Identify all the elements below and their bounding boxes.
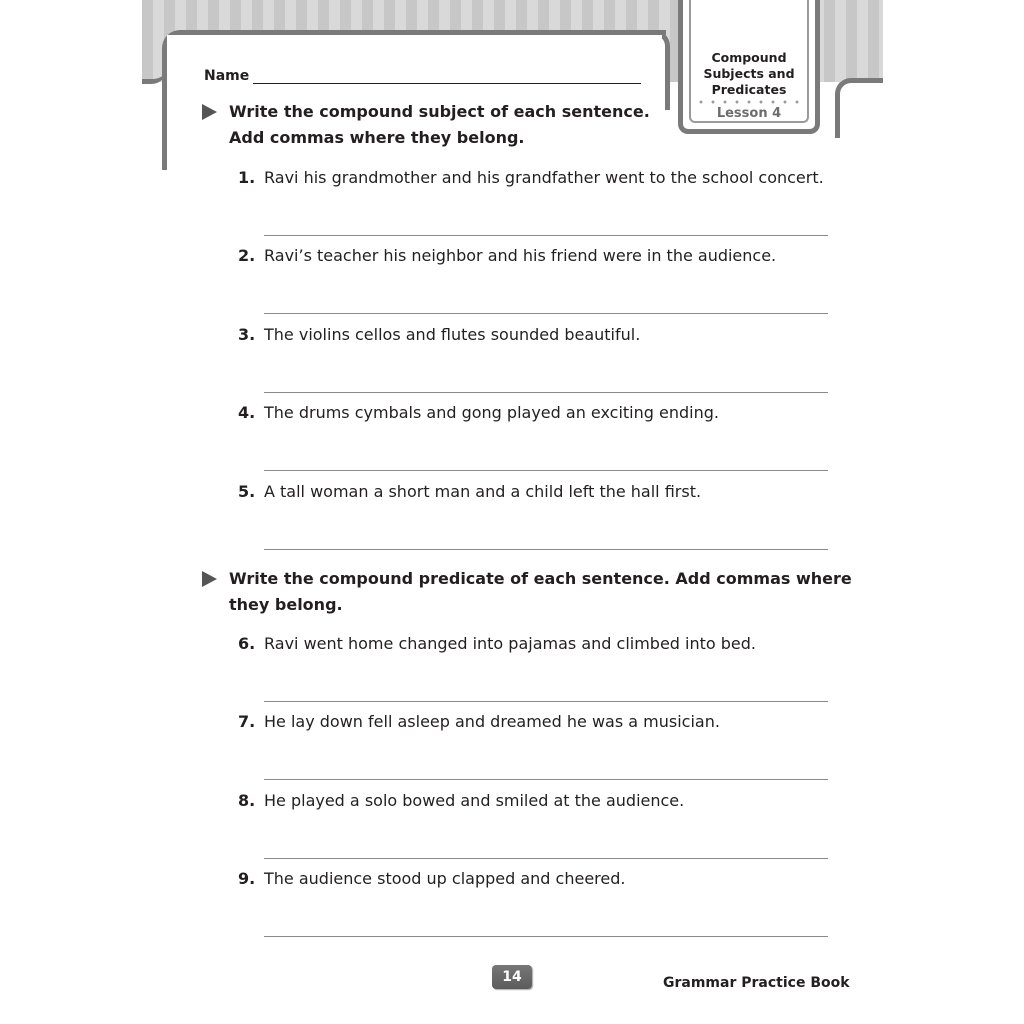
answer-line[interactable] (264, 913, 828, 937)
name-field[interactable] (204, 68, 641, 84)
instruction-line: they belong. (229, 595, 343, 614)
question-number: 3. (238, 325, 256, 344)
lesson-tab-title (683, 50, 815, 98)
instruction-line: Write the compound predicate of each sentence. Add commas where (229, 569, 852, 588)
question-item (238, 791, 828, 811)
question-text: He played a solo bowed and smiled at the audience. (264, 791, 685, 810)
book-title: Grammar Practice Book (663, 975, 850, 991)
question-text: Ravi his grandmother and his grandfather went to the school concert. (264, 168, 824, 187)
lesson-tab-title-line: Predicates (711, 82, 787, 97)
lesson-tab-title-line: Subjects and (703, 66, 795, 81)
question-item (238, 403, 828, 423)
question-item (238, 168, 828, 188)
question-number: 1. (238, 168, 256, 187)
lesson-number: Lesson 4 (716, 106, 782, 121)
answer-line[interactable] (264, 835, 828, 859)
question-number: 5. (238, 482, 256, 501)
question-number: 4. (238, 403, 256, 422)
triangle-bullet-icon (202, 571, 217, 587)
question-number: 9. (238, 869, 256, 888)
instruction-line: Write the compound subject of each sentence. (229, 102, 650, 121)
question-text: The drums cymbals and gong played an exciting ending. (264, 403, 719, 422)
name-label: Name (204, 68, 250, 84)
question-number: 2. (238, 246, 256, 265)
question-text: A tall woman a short man and a child left the hall first. (264, 482, 702, 501)
lesson-tab-title-line: Compound (711, 50, 787, 65)
question-text: The audience stood up clapped and cheered. (264, 869, 626, 888)
question-number: 8. (238, 791, 256, 810)
answer-line[interactable] (264, 369, 828, 393)
answer-line[interactable] (264, 290, 828, 314)
triangle-bullet-icon (202, 104, 217, 120)
question-text: He lay down fell asleep and dreamed he was a musician. (264, 712, 720, 731)
question-number: 7. (238, 712, 256, 731)
dotted-divider (695, 100, 803, 104)
question-item (238, 325, 828, 345)
answer-line[interactable] (264, 447, 828, 471)
question-item (238, 246, 828, 266)
answer-line[interactable] (264, 756, 828, 780)
question-item (238, 712, 828, 732)
question-item (238, 482, 828, 502)
header-right-notch (835, 78, 883, 138)
section-1-instruction (229, 99, 650, 151)
name-input-line[interactable] (253, 70, 641, 84)
instruction-line: Add commas where they belong. (229, 128, 525, 147)
section-2-instruction (229, 566, 852, 618)
question-number: 6. (238, 634, 256, 653)
answer-line[interactable] (264, 212, 828, 236)
question-item (238, 869, 828, 889)
question-item (238, 634, 828, 654)
answer-line[interactable] (264, 526, 828, 550)
question-text: Ravi’s teacher his neighbor and his friend were in the audience. (264, 246, 777, 265)
question-text: Ravi went home changed into pajamas and climbed into bed. (264, 634, 757, 653)
lesson-tab (678, 0, 820, 134)
question-text: The violins cellos and flutes sounded beautiful. (264, 325, 641, 344)
answer-line[interactable] (264, 678, 828, 702)
page-number-badge: 14 (492, 965, 532, 989)
